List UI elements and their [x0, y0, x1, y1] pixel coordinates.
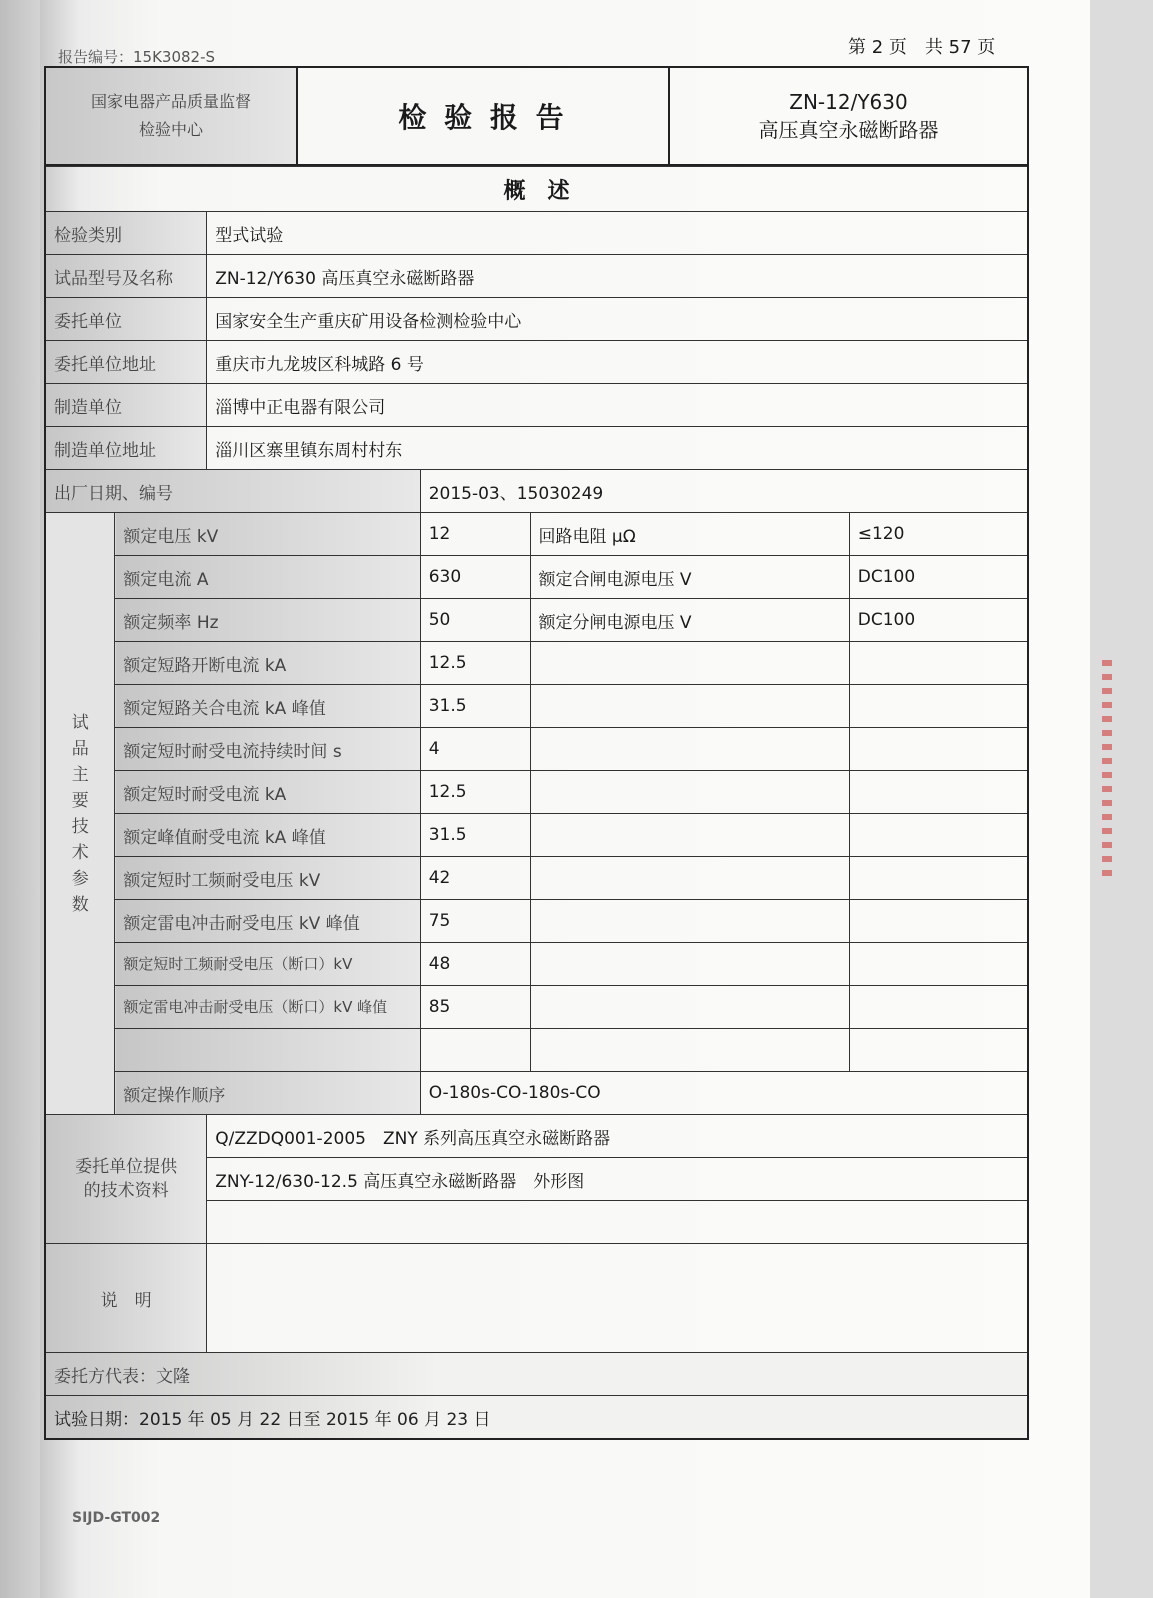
param-value: 75	[420, 900, 530, 943]
param-value: 630	[420, 556, 530, 599]
info-row	[45, 255, 1028, 298]
param-row	[45, 986, 1028, 1029]
info-value: ZN-12/Y630 高压真空永磁断路器	[207, 255, 1028, 298]
manufacture-value: 2015-03、15030249	[420, 470, 1028, 513]
org-line-1: 国家电器产品质量监督	[90, 92, 251, 111]
docs-item: ZNY-12/630-12.5 高压真空永磁断路器 外形图	[207, 1158, 1028, 1201]
params-vertical-text: 试品主要技术参数	[71, 712, 89, 915]
param-name-2	[530, 1029, 849, 1072]
param-name-2	[530, 857, 849, 900]
param-row	[45, 943, 1028, 986]
test-date-row	[45, 1396, 1028, 1440]
param-value-2	[849, 771, 1028, 814]
info-row	[45, 212, 1028, 255]
param-value: 85	[420, 986, 530, 1029]
param-row	[45, 771, 1028, 814]
info-label: 制造单位地址	[45, 427, 207, 470]
param-name: 额定短时耐受电流 kA	[115, 771, 420, 814]
param-name: 额定雷电冲击耐受电压 kV 峰值	[115, 900, 420, 943]
param-name-2	[530, 728, 849, 771]
section-title: 概 述	[45, 167, 1028, 212]
param-value: 31.5	[420, 814, 530, 857]
product-model: ZN-12/Y630	[789, 90, 908, 114]
param-value-2	[849, 1029, 1028, 1072]
param-name-2	[530, 943, 849, 986]
docs-label: 委托单位提供的技术资料	[45, 1115, 207, 1244]
param-row	[45, 728, 1028, 771]
test-date: 试验日期：2015 年 05 月 22 日至 2015 年 06 月 23 日	[45, 1396, 1028, 1440]
param-value-2	[849, 685, 1028, 728]
param-name-2: 回路电阻 μΩ	[530, 513, 849, 556]
param-name: 额定频率 Hz	[115, 599, 420, 642]
param-value-2	[849, 986, 1028, 1029]
param-value-2	[849, 642, 1028, 685]
param-name: 额定电流 A	[115, 556, 420, 599]
param-value	[420, 1029, 530, 1072]
operation-value: O-180s-CO-180s-CO	[420, 1072, 1028, 1115]
page-number: 第 2 页 共 57 页	[848, 37, 996, 58]
docs-row	[45, 1115, 1028, 1158]
overview-table	[44, 166, 1029, 1440]
info-label: 检验类别	[45, 212, 207, 255]
param-value: 12.5	[420, 642, 530, 685]
page-binding-shadow	[0, 0, 44, 1598]
info-value: 国家安全生产重庆矿用设备检测检验中心	[207, 298, 1028, 341]
remarks-label: 说 明	[45, 1244, 207, 1353]
info-label: 委托单位地址	[45, 341, 207, 384]
param-name: 额定电压 kV	[115, 513, 420, 556]
param-row	[45, 685, 1028, 728]
info-row	[45, 427, 1028, 470]
param-name-2	[530, 986, 849, 1029]
param-name: 额定雷电冲击耐受电压（断口）kV 峰值	[115, 986, 420, 1029]
param-value-2	[849, 857, 1028, 900]
param-value: 31.5	[420, 685, 530, 728]
info-row	[45, 298, 1028, 341]
param-name-2	[530, 771, 849, 814]
remarks-value	[207, 1244, 1028, 1353]
param-value: 48	[420, 943, 530, 986]
product-heading	[669, 67, 1028, 165]
remarks-row	[45, 1244, 1028, 1353]
param-row	[45, 556, 1028, 599]
info-label: 制造单位	[45, 384, 207, 427]
param-value-2: DC100	[849, 599, 1028, 642]
operation-row	[45, 1072, 1028, 1115]
info-label: 试品型号及名称	[45, 255, 207, 298]
operation-label: 额定操作顺序	[115, 1072, 420, 1115]
param-value-2	[849, 814, 1028, 857]
param-name	[115, 1029, 420, 1072]
param-value-2	[849, 728, 1028, 771]
form-code: SIJD-GT002	[72, 1510, 161, 1526]
manufacture-label: 出厂日期、编号	[45, 470, 420, 513]
param-row	[45, 814, 1028, 857]
param-row	[45, 642, 1028, 685]
info-value: 淄博中正电器有限公司	[207, 384, 1028, 427]
manufacture-row	[45, 470, 1028, 513]
param-row	[45, 900, 1028, 943]
param-row	[45, 599, 1028, 642]
representative: 委托方代表：文隆	[45, 1353, 1028, 1396]
info-value: 型式试验	[207, 212, 1028, 255]
params-vertical-label	[45, 513, 115, 1115]
param-row	[45, 513, 1028, 556]
info-value: 重庆市九龙坡区科城路 6 号	[207, 341, 1028, 384]
param-name: 额定短路开断电流 kA	[115, 642, 420, 685]
param-name-2: 额定分闸电源电压 V	[530, 599, 849, 642]
info-value: 淄川区寨里镇东周村村东	[207, 427, 1028, 470]
docs-item	[207, 1201, 1028, 1244]
issuing-org	[45, 67, 297, 165]
param-name: 额定短路关合电流 kA 峰值	[115, 685, 420, 728]
param-name-2	[530, 814, 849, 857]
param-row	[45, 857, 1028, 900]
representative-row	[45, 1353, 1028, 1396]
report-number: 报告编号：15K3082-S	[58, 48, 216, 66]
param-name: 额定短时工频耐受电压（断口）kV	[115, 943, 420, 986]
seal-edge	[1102, 660, 1112, 880]
report-title: 检 验 报 告	[297, 67, 669, 165]
info-row	[45, 341, 1028, 384]
param-row	[45, 1029, 1028, 1072]
info-row	[45, 384, 1028, 427]
param-value: 12	[420, 513, 530, 556]
param-value-2: DC100	[849, 556, 1028, 599]
param-name-2	[530, 642, 849, 685]
param-value-2: ≤120	[849, 513, 1028, 556]
param-name-2: 额定合闸电源电压 V	[530, 556, 849, 599]
report-header	[44, 66, 1029, 166]
param-value-2	[849, 943, 1028, 986]
product-name: 高压真空永磁断路器	[758, 118, 939, 142]
param-value-2	[849, 900, 1028, 943]
param-value: 50	[420, 599, 530, 642]
param-name-2	[530, 900, 849, 943]
param-value: 4	[420, 728, 530, 771]
docs-item: Q/ZZDQ001-2005 ZNY 系列高压真空永磁断路器	[207, 1115, 1028, 1158]
param-name-2	[530, 685, 849, 728]
param-name: 额定短时耐受电流持续时间 s	[115, 728, 420, 771]
param-value: 12.5	[420, 771, 530, 814]
param-value: 42	[420, 857, 530, 900]
param-name: 额定短时工频耐受电压 kV	[115, 857, 420, 900]
info-label: 委托单位	[45, 298, 207, 341]
org-line-2: 检验中心	[138, 120, 203, 139]
param-name: 额定峰值耐受电流 kA 峰值	[115, 814, 420, 857]
